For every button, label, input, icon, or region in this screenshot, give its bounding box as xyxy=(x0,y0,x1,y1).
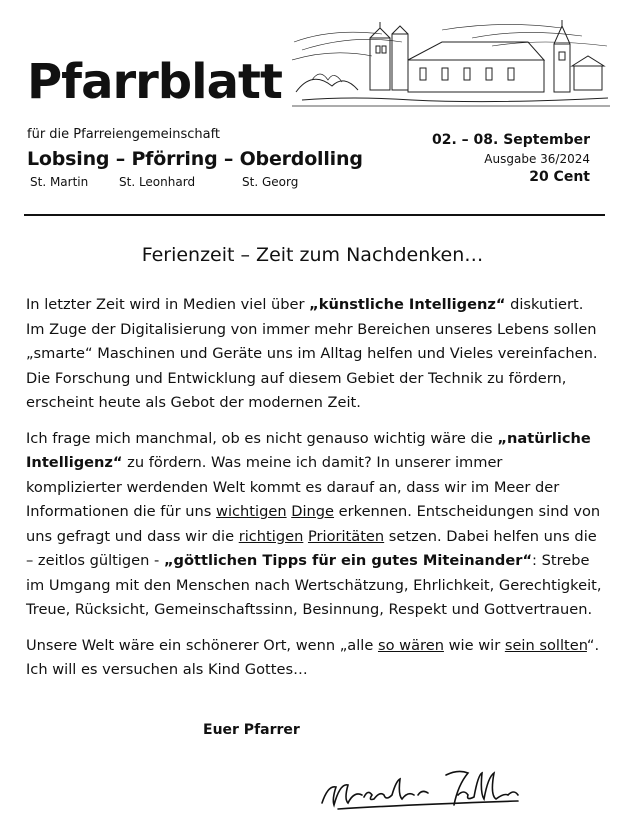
paragraph-2 xyxy=(26,427,602,623)
saint-georg: St. Georg xyxy=(242,175,299,189)
parishes-line: Lobsing – Pförring – Oberdolling xyxy=(27,148,363,170)
signoff: Euer Pfarrer xyxy=(203,722,300,738)
text: diskutiert. Im Zuge der Digitalisierung von immer mehr Bereichen unseres Lebens sollen „smarte“ Maschinen und Geräte uns im Alltag helfen und Vieles vereinfachen. Die Forschung und Entwicklung auf diesem Gebiet der Technik zu fördern, erscheint heute als Gebot der modernen Zeit. xyxy=(26,296,598,411)
masthead xyxy=(0,0,625,215)
issue-number: Ausgabe 36/2024 xyxy=(484,152,590,166)
text: zu fördern. Was meine ich damit? In unserer immer komplizierter werdenden Welt kommt es darauf an, dass wir im Meer der Informationen die für uns xyxy=(26,454,560,520)
underlined-text: Dinge xyxy=(291,503,335,520)
text: Unsere Welt wäre ein schönerer Ort, wenn „alle xyxy=(26,636,378,654)
bold-term: „natürliche Intelligenz“ xyxy=(26,429,591,471)
saint-leonhard: St. Leonhard xyxy=(119,175,196,189)
handwritten-signature xyxy=(318,765,548,815)
paragraph-1 xyxy=(26,293,602,416)
paragraph-3 xyxy=(26,634,602,683)
text: setzen. Dabei helfen uns die – zeitlos gültigen - xyxy=(26,527,597,569)
church-illustration xyxy=(292,20,610,110)
bold-term: „göttlichen Tipps für ein gutes Miteinander“ xyxy=(163,552,533,569)
text: erkennen. Entscheidungen sind von uns gefragt und dass wir die xyxy=(26,503,601,545)
text: In letzter Zeit wird in Medien viel über xyxy=(26,296,310,313)
text: “. Ich will es versuchen als Kind Gottes… xyxy=(26,636,600,678)
text: Ich frage mich manchmal, ob es nicht genauso wichtig wäre die xyxy=(26,429,498,447)
underlined-text: sein sollten xyxy=(504,636,587,654)
underlined-text: Prioritäten xyxy=(307,527,385,545)
underlined-text: richtigen xyxy=(238,527,304,545)
issue-info xyxy=(432,132,590,185)
article-body xyxy=(26,293,602,694)
saint-martin: St. Martin xyxy=(30,175,89,189)
header-rule xyxy=(24,214,605,216)
newsletter-title: Pfarrblatt xyxy=(27,54,282,110)
article-headline: Ferienzeit – Zeit zum Nachdenken… xyxy=(141,244,484,266)
price: 20 Cent xyxy=(529,169,590,185)
underlined-text: so wären xyxy=(377,636,444,654)
bold-term: „künstliche Intelligenz“ xyxy=(309,296,506,313)
text: : Strebe im Umgang mit den Menschen nach Wertschätzung, Ehrlichkeit, Gerechtigkeit, Treue, Rücksicht, Gemeinschaftssinn, Besinnung, Respekt und Gottvertrauen. xyxy=(26,552,602,618)
subtitle: für die Pfarreiengemeinschaft xyxy=(27,127,221,142)
underlined-text: wichtigen xyxy=(216,503,287,520)
text: wie wir xyxy=(443,636,505,654)
date-range: 02. – 08. September xyxy=(431,132,590,148)
